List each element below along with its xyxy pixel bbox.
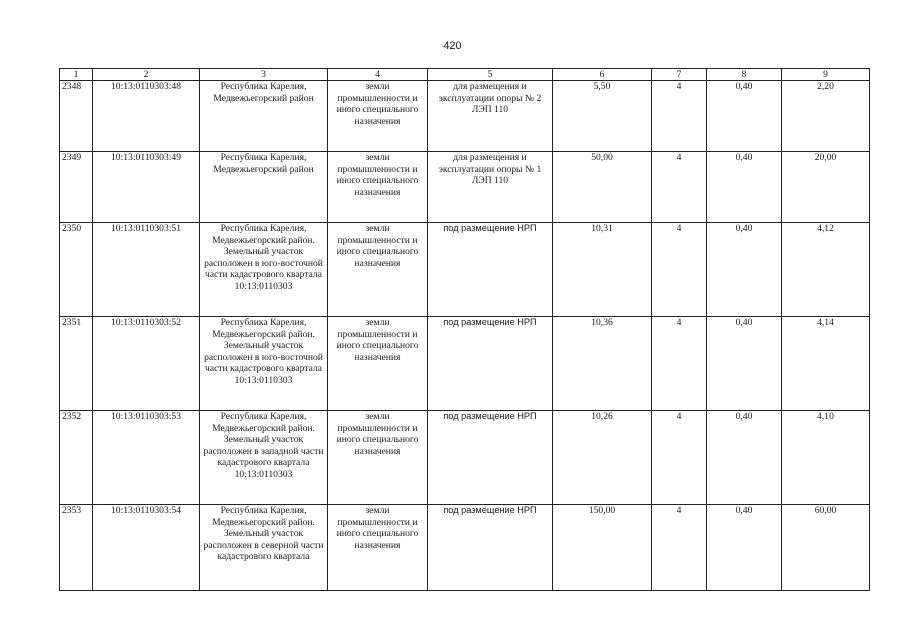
cell-row-number: 2353 [60,505,93,591]
cell-row-number: 2348 [60,81,93,152]
cell-land-category: земли промышленности и иного специального назначения [328,81,428,152]
column-header-5: 5 [428,69,553,81]
cell-value-7: 4 [652,505,707,591]
column-header-7: 7 [652,69,707,81]
cell-permitted-use: под размещение НРП [428,411,553,505]
table-row [60,317,870,411]
cell-land-category: земли промышленности и иного специального назначения [328,152,428,223]
cell-value-6: 10,26 [553,411,652,505]
cell-value-7: 4 [652,81,707,152]
column-header-1: 1 [60,69,93,81]
cell-location: Республика Карелия, Медвежьегорский район. Земельный участок расположен в северной части кадастрового квартала [200,505,328,591]
cell-row-number: 2352 [60,411,93,505]
cell-permitted-use: под размещение НРП [428,317,553,411]
cell-value-6: 10,31 [553,223,652,317]
column-header-9: 9 [782,69,870,81]
cell-value-8: 0,40 [707,317,782,411]
cell-value-8: 0,40 [707,223,782,317]
land-plots-table [59,68,870,591]
column-header-2: 2 [93,69,200,81]
cell-cadastral-number: 10:13:0110303:52 [93,317,200,411]
cell-value-6: 5,50 [553,81,652,152]
column-header-8: 8 [707,69,782,81]
cell-value-8: 0,40 [707,81,782,152]
cell-row-number: 2350 [60,223,93,317]
column-header-4: 4 [328,69,428,81]
cell-land-category: земли промышленности и иного специального назначения [328,223,428,317]
cell-land-category: земли промышленности и иного специального назначения [328,505,428,591]
table-row [60,152,870,223]
cell-value-9: 4,14 [782,317,870,411]
cell-value-7: 4 [652,317,707,411]
cell-value-8: 0,40 [707,505,782,591]
column-header-6: 6 [553,69,652,81]
cell-value-6: 150,00 [553,505,652,591]
table-row [60,411,870,505]
cell-value-9: 4,12 [782,223,870,317]
cell-permitted-use: под размещение НРП [428,223,553,317]
cell-value-7: 4 [652,411,707,505]
cell-location: Республика Карелия, Медвежьегорский район. Земельный участок расположен в западной части кадастрового квартала 10:13:0110303 [200,411,328,505]
column-header-3: 3 [200,69,328,81]
table-header-row [60,69,870,81]
cell-permitted-use: под размещение НРП [428,505,553,591]
cell-permitted-use: для размещения и эксплуатации опоры № 1 ЛЭП 110 [428,152,553,223]
cell-row-number: 2351 [60,317,93,411]
cell-location: Республика Карелия, Медвежьегорский район [200,81,328,152]
table-row [60,223,870,317]
cell-cadastral-number: 10:13:0110303:49 [93,152,200,223]
page-number: 420 [443,40,462,52]
table-row [60,505,870,591]
cell-value-9: 2,20 [782,81,870,152]
cell-row-number: 2349 [60,152,93,223]
cell-location: Республика Карелия, Медвежьегорский район. Земельный участок расположен в юго-восточной части кадастрового квартала 10:13:0110303 [200,317,328,411]
cell-value-8: 0,40 [707,152,782,223]
cell-permitted-use: для размещения и эксплуатации опоры № 2 ЛЭП 110 [428,81,553,152]
cell-location: Республика Карелия, Медвежьегорский район [200,152,328,223]
cell-value-9: 60,00 [782,505,870,591]
cell-cadastral-number: 10:13:0110303:48 [93,81,200,152]
cell-land-category: земли промышленности и иного специального назначения [328,317,428,411]
cell-cadastral-number: 10:13:0110303:51 [93,223,200,317]
cell-cadastral-number: 10:13:0110303:54 [93,505,200,591]
cell-value-7: 4 [652,152,707,223]
cell-value-6: 10,36 [553,317,652,411]
cell-land-category: земли промышленности и иного специального назначения [328,411,428,505]
table-row [60,81,870,152]
cell-location: Республика Карелия, Медвежьегорский район. Земельный участок расположен в юго-восточной части кадастрового квартала 10:13:0110303 [200,223,328,317]
cell-value-6: 50,00 [553,152,652,223]
cell-value-7: 4 [652,223,707,317]
cell-value-9: 20,00 [782,152,870,223]
cell-cadastral-number: 10:13:0110303:53 [93,411,200,505]
cell-value-9: 4,10 [782,411,870,505]
cell-value-8: 0,40 [707,411,782,505]
